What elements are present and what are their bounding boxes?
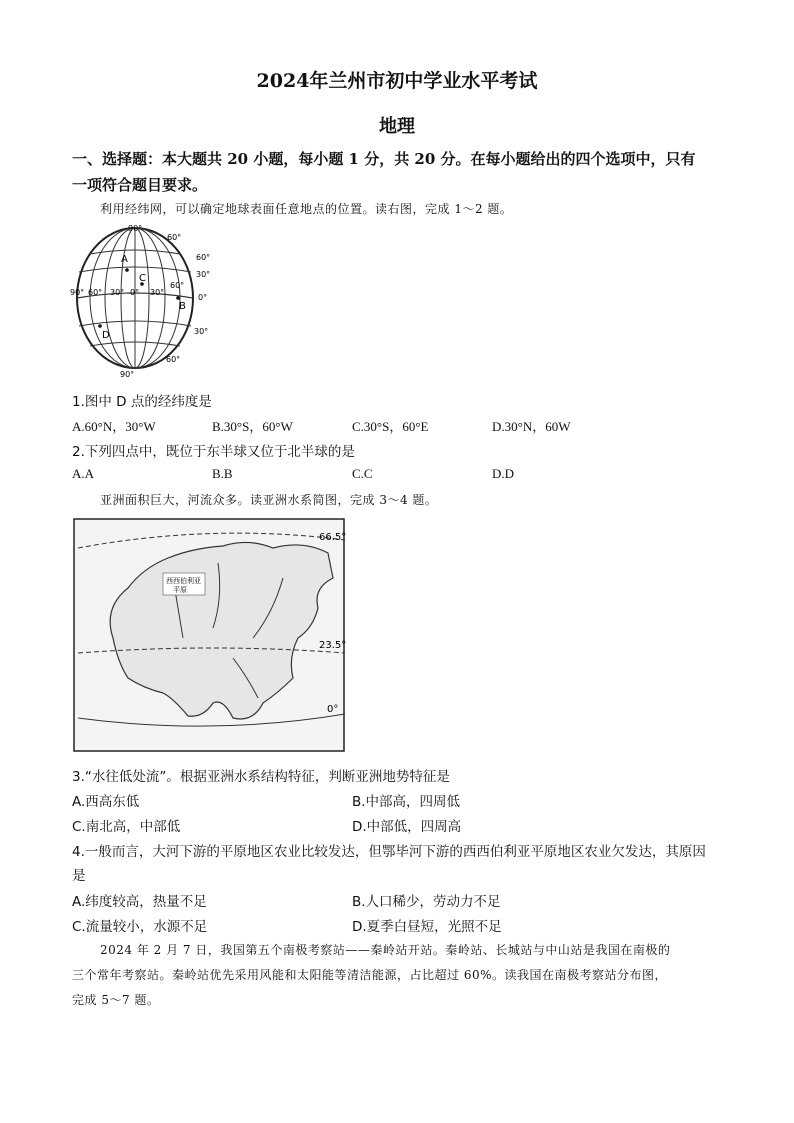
q3-stem: 3.“水往低处流”。根据亚洲水系结构特征，判断亚洲地势特征是 [72, 769, 450, 785]
q2-option-d[interactable]: D.D [492, 466, 515, 481]
q4-option-c[interactable]: C.流量较小，水源不足 [72, 919, 208, 935]
graticule-globe-figure [70, 222, 220, 380]
label-lat-30-right-low: 30° [194, 327, 209, 336]
label-lon-90-left: 90° [70, 288, 85, 297]
exam-title: 2024年兰州市初中学业水平考试 [256, 70, 538, 92]
group3-line2: 三个常年考察站。秦岭站优先采用风能和太阳能等清洁能源，占比超过 60%。读我国在南极考察站分布图， [72, 968, 667, 982]
q4-stem-line2: 是 [72, 868, 86, 884]
q3-option-d[interactable]: D.中部低，四周高 [352, 819, 462, 835]
label-lon-30-right: 30° [150, 288, 165, 297]
label-lon-60-top: 60° [167, 233, 182, 242]
subject-title: 地理 [379, 116, 415, 137]
q2-option-c[interactable]: C.C [352, 466, 373, 481]
point-b-dot [176, 296, 180, 300]
label-lat-0: 0° [327, 704, 339, 715]
point-c-label: C [139, 273, 146, 284]
point-a-dot [125, 268, 129, 272]
asia-river-map [73, 518, 355, 752]
q4-option-a[interactable]: A.纬度较高，热量不足 [72, 894, 207, 910]
plain-label-line2: 平原 [173, 586, 187, 594]
label-lat-30-top: 30° [196, 270, 211, 279]
group3-line1: 2024 年 2 月 7 日，我国第五个南极考察站——秦岭站开站。秦岭站、长城站与中山站是我国在南极的 [100, 943, 671, 957]
plain-label-line1: 西西伯利亚 [166, 577, 201, 585]
q1-option-c[interactable]: C.30°S，60°E [352, 419, 429, 434]
q3-option-a[interactable]: A.西高东低 [72, 794, 140, 810]
group2-intro: 亚洲面积巨大，河流众多。读亚洲水系简图，完成 3～4 题。 [100, 493, 438, 507]
group1-intro: 利用经纬网，可以确定地球表面任意地点的位置。读右图，完成 1～2 题。 [100, 202, 513, 216]
label-lon-30-left: 30° [110, 288, 125, 297]
point-a-label: A [121, 254, 128, 265]
label-lon-60-right: 60° [170, 281, 185, 290]
label-lat-23: 23.5° [319, 640, 347, 651]
label-lon-0: 0° [130, 288, 140, 297]
group3-line3: 完成 5～7 题。 [72, 993, 160, 1007]
label-lat-90-bottom: 90° [120, 370, 135, 379]
q2-option-a[interactable]: A.A [72, 466, 95, 481]
q2-stem: 2.下列四点中，既位于东半球又位于北半球的是 [72, 444, 355, 460]
section-heading-line1: 一、选择题：本大题共 20 小题，每小题 1 分，共 20 分。在每小题给出的四个选项中，只有 [72, 150, 696, 168]
point-b-label: B [179, 301, 186, 312]
label-lat-90-top: 90° [128, 224, 143, 233]
q1-stem: 1.图中 D 点的经纬度是 [72, 394, 212, 410]
label-lat-60-bottom: 60° [166, 355, 181, 364]
label-lat-66: 66.5° [319, 532, 347, 543]
q4-option-b[interactable]: B.人口稀少，劳动力不足 [352, 894, 501, 910]
q2-option-b[interactable]: B.B [212, 466, 233, 481]
point-d-dot [98, 324, 102, 328]
q1-option-d[interactable]: D.30°N，60W [492, 419, 571, 434]
q1-option-a[interactable]: A.60°N，30°W [72, 419, 156, 434]
q1-option-b[interactable]: B.30°S，60°W [212, 419, 293, 434]
label-lat-0-right: 0° [198, 293, 208, 302]
q4-option-d[interactable]: D.夏季白昼短，光照不足 [352, 919, 502, 935]
label-lon-60-left: 60° [88, 288, 103, 297]
q3-option-c[interactable]: C.南北高，中部低 [72, 819, 181, 835]
q4-stem-line1: 4.一般而言，大河下游的平原地区农业比较发达，但鄂毕河下游的西西伯利亚平原地区农业欠发达，其原因 [72, 844, 706, 860]
q3-option-b[interactable]: B.中部高，四周低 [352, 794, 461, 810]
label-lat-60-right: 60° [196, 253, 211, 262]
point-d-label: D [102, 330, 110, 341]
section-heading-line2: 一项符合题目要求。 [72, 176, 208, 194]
